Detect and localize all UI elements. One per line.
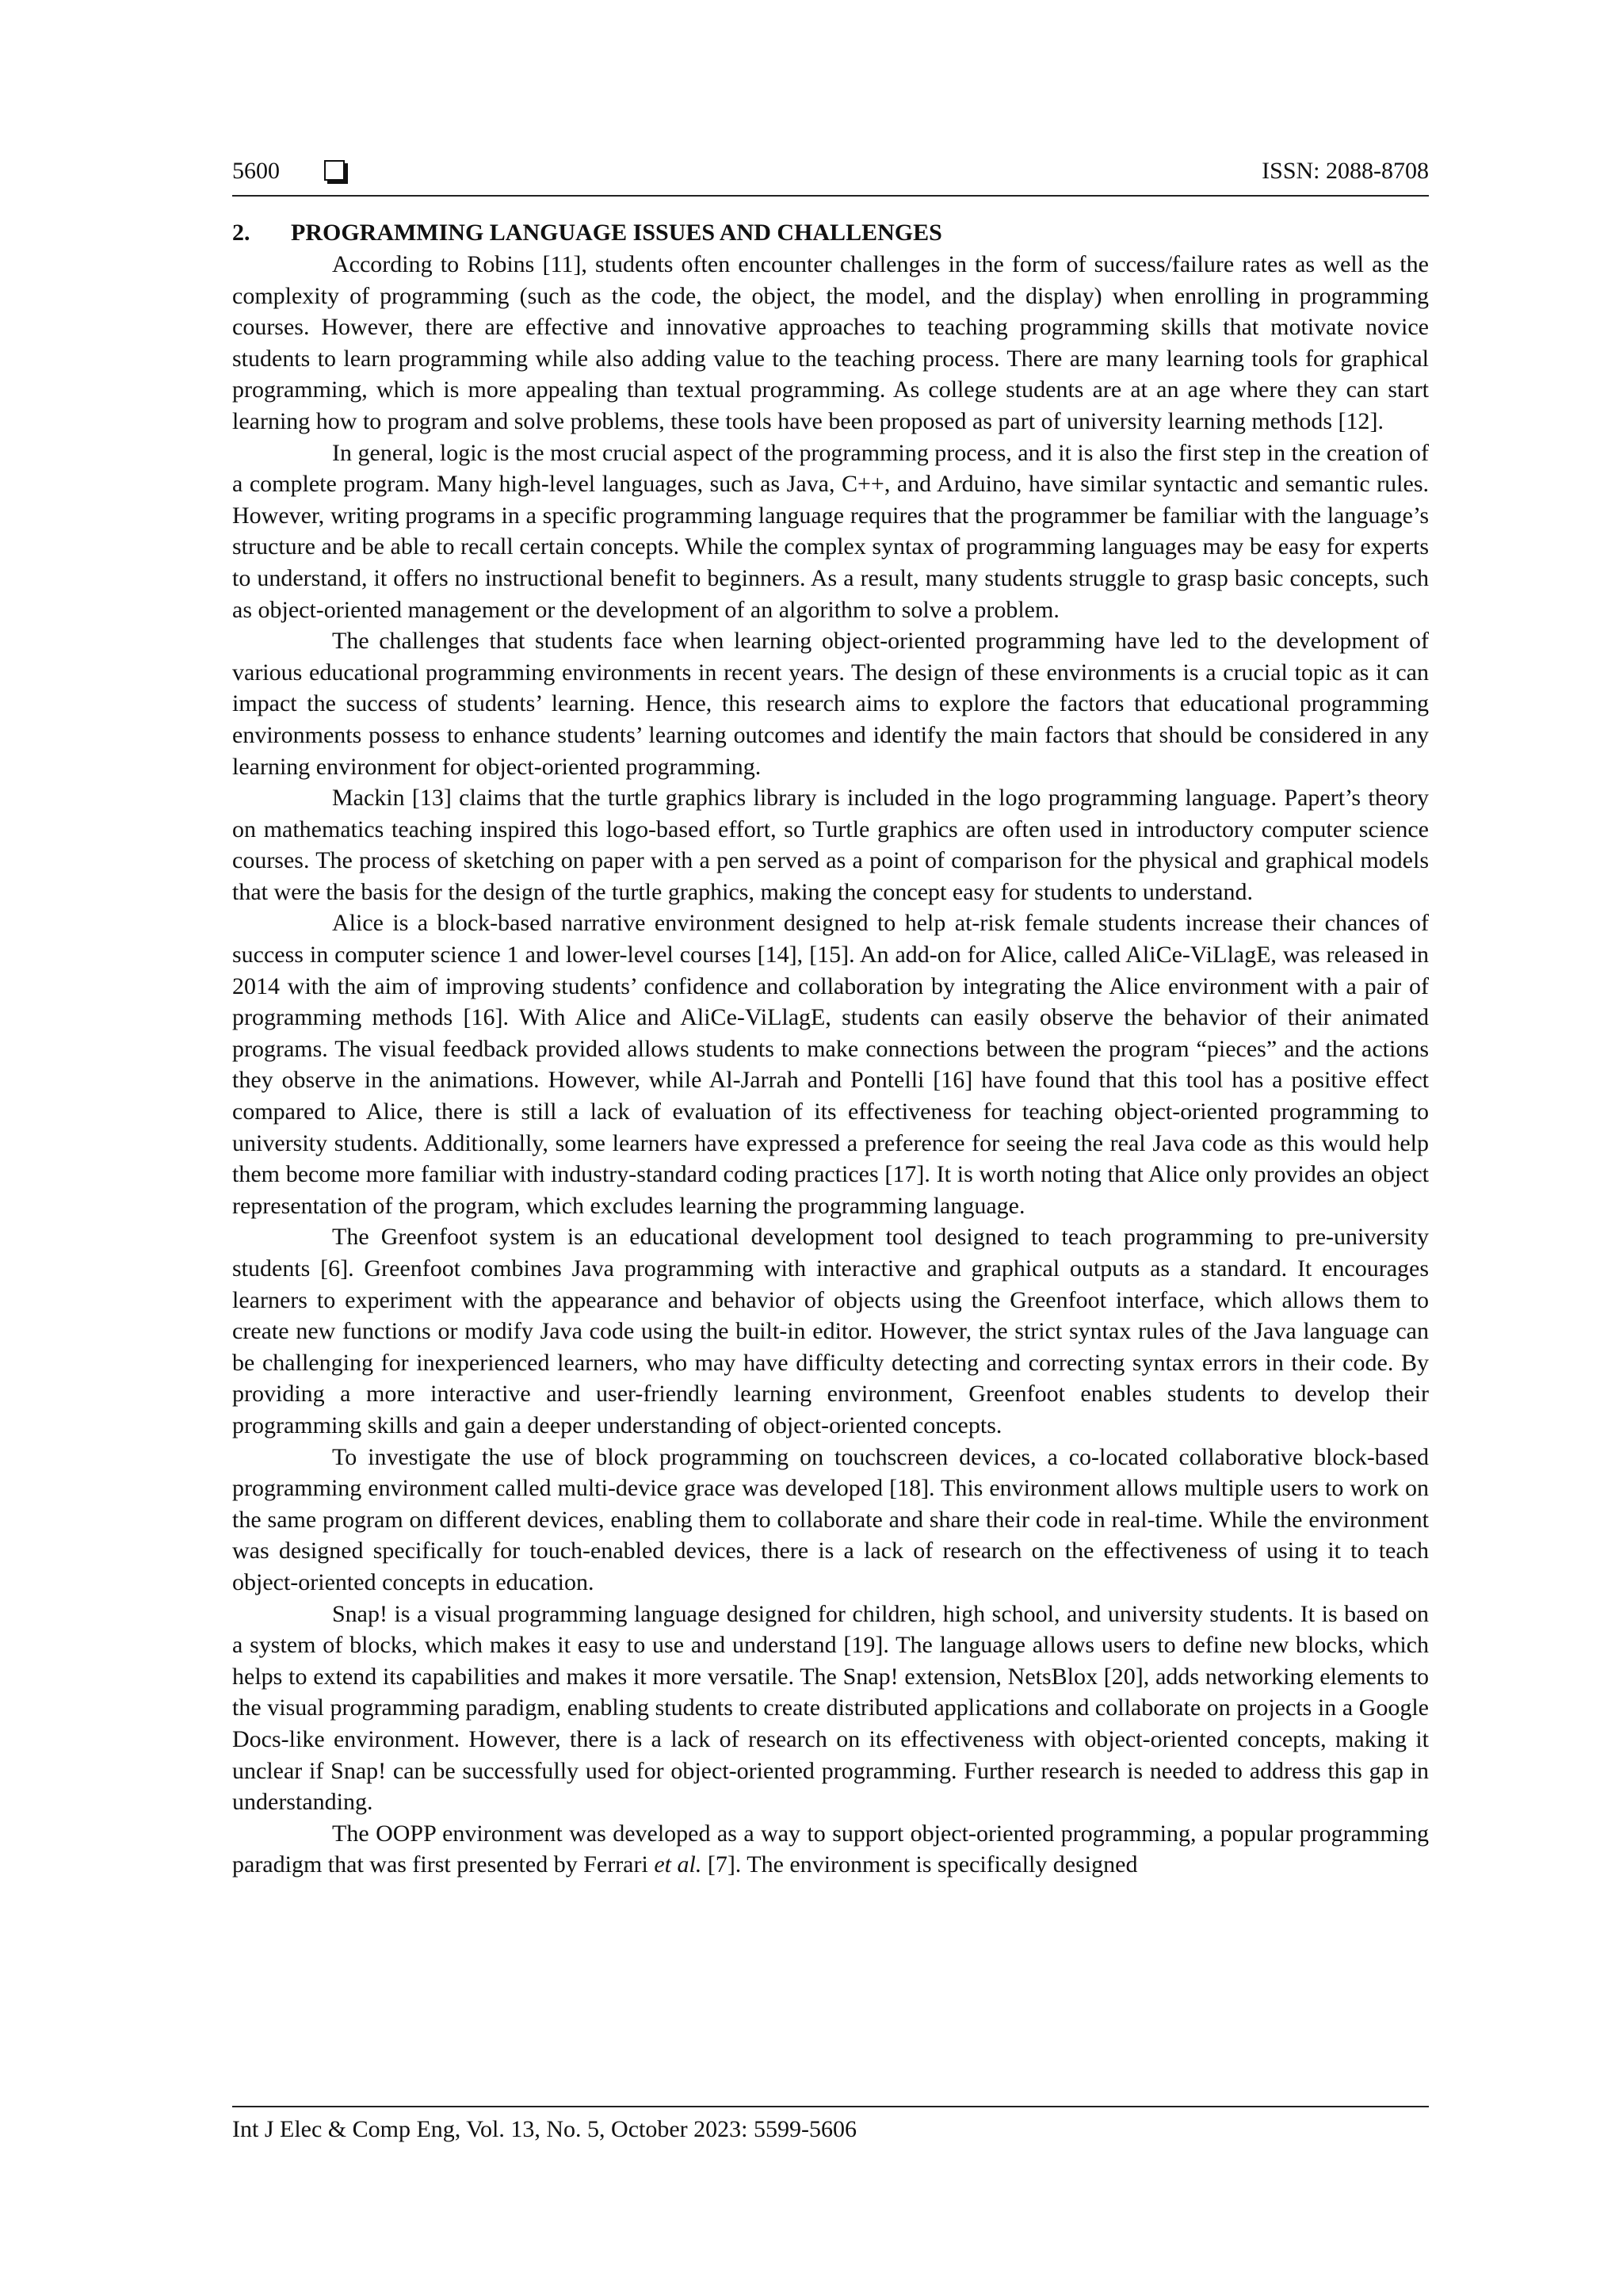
paragraph-robins: According to Robins [11], students often encounter challenges in the form of success/failure rates as well as the complexity of programming (such as the code, the object, the model, and the display) when enrolling in programming courses. However, there are effective and innovative approaches to teaching programming skills that motivate novice students to learn programming while also adding value to the teaching process. There are many learning tools for graphical programming, which is more appealing than textual programming. As college students are at an age where they can start learning how to program and solve problems, these tools have been proposed as part of university learning methods [12].: [232, 251, 1429, 434]
page-header: [232, 155, 1429, 197]
issn-label: ISSN: 2088-8708: [1262, 158, 1429, 184]
paragraph-grace: To investigate the use of block programming on touchscreen devices, a co-located collaborative block-based programming environment called multi-device grace was developed [18]. This environment allows multiple users to work on the same program on different devices, enabling them to collaborate and share their code in real-time. While the environment was designed specifically for touch-enabled devices, there is a lack of research on the effectiveness of using it to teach object-oriented concepts in education.: [232, 1443, 1429, 1595]
main-content: [232, 217, 1429, 1881]
oopp-text-end: [7]. The environment is specifically designed: [701, 1851, 1138, 1878]
section-number: 2.: [232, 220, 250, 246]
paragraph-greenfoot: The Greenfoot system is an educational development tool designed to teach programming to pre-university students [6]. Greenfoot combines Java programming with interactive and graphical outputs as a standard. It encourages learners to experiment with the appearance and behavior of objects using the Greenfoot interface, which allows them to create new functions or modify Java code using the built-in editor. However, the strict syntax rules of the Java language can be challenging for inexperienced learners, who may have difficulty detecting and correcting syntax errors in their code. By providing a more interactive and user-friendly learning environment, Greenfoot enables students to develop their programming skills and gain a deeper understanding of object-oriented concepts.: [232, 1224, 1429, 1438]
paragraph-logic: In general, logic is the most crucial aspect of the programming process, and it is also the first step in the creation of a complete program. Many high-level languages, such as Java, C++, and Arduino, have similar syntactic and semantic rules. However, writing programs in a specific programming language requires that the programmer be familiar with the language’s structure and be able to recall certain concepts. While the complex syntax of programming languages may be easy for experts to understand, it offers no instructional benefit to beginners. As a result, many students struggle to grasp basic concepts, such as object-oriented management or the development of an algorithm to solve a problem.: [232, 439, 1429, 623]
section-title: PROGRAMMING LANGUAGE ISSUES AND CHALLENGES: [291, 220, 942, 246]
paragraph-mackin: Mackin [13] claims that the turtle graphics library is included in the logo programming language. Papert’s theory on mathematics teaching inspired this logo-based effort, so Turtle graphics are often used in introductory computer science courses. The process of sketching on paper with a pen served as a point of comparison for the physical and graphical models that were the basis for the design of the turtle graphics, making the concept easy for students to understand.: [232, 785, 1429, 905]
page-number: 5600: [232, 158, 280, 184]
paragraph-snap: Snap! is a visual programming language designed for children, high school, and university students. It is based on a system of blocks, which makes it easy to use and understand [19]. The language allows users to define new blocks, which helps to extend its capabilities and makes it more versatile. The Snap! extension, NetsBlox [20], adds networking elements to the visual programming paradigm, enabling students to create distributed applications and collaborate on projects in a Google Docs-like environment. However, there is a lack of research on its effectiveness with object-oriented concepts, making it unclear if Snap! can be successfully used for object-oriented programming. Further research is needed to address this gap in understanding.: [232, 1600, 1429, 1816]
section-heading: [232, 217, 1429, 249]
paragraph-alice: Alice is a block-based narrative environment designed to help at-risk female students increase their chances of success in computer science 1 and lower-level courses [14], [15]. An add-on for Alice, called AliCe-ViLlagE, was released in 2014 with the aim of improving students’ confidence and collaboration by integrating the Alice environment with a pair of programming methods [16]. With Alice and AliCe-ViLlagE, students can easily observe the behavior of their animated programs. The visual feedback provided allows students to make connections between the program “pieces” and the actions they observe in the animations. However, while Al-Jarrah and Pontelli [16] have found that this tool has a positive effect compared to Alice, there is still a lack of evaluation of its effectiveness for teaching object-oriented programming to university students. Additionally, some learners have expressed a preference for seeing the real Java code as this would help them become more familiar with industry-standard coding practices [17]. It is worth noting that Alice only provides an object representation of the program, which excludes learning the programming language.: [232, 910, 1429, 1219]
oopp-text-italic: et al.: [654, 1851, 702, 1878]
paragraph-oopp: [232, 1818, 1429, 1881]
square-box-icon: [324, 160, 345, 181]
paragraph-challenges: The challenges that students face when learning object-oriented programming have led to the development of various educational programming environments in recent years. The design of these environments is a crucial topic as it can impact the success of students’ learning. Hence, this research aims to explore the factors that educational programming environments possess to enhance students’ learning outcomes and identify the main factors that should be considered in any learning environment for object-oriented programming.: [232, 628, 1429, 780]
page-footer: [232, 2106, 1429, 2145]
journal-citation: Int J Elec & Comp Eng, Vol. 13, No. 5, October 2023: 5599-5606: [232, 2116, 857, 2142]
oopp-text-start: The OOPP environment was developed as a way to support object-oriented programming, a popular programming paradigm that was first presented by Ferrari: [232, 1820, 1429, 1878]
